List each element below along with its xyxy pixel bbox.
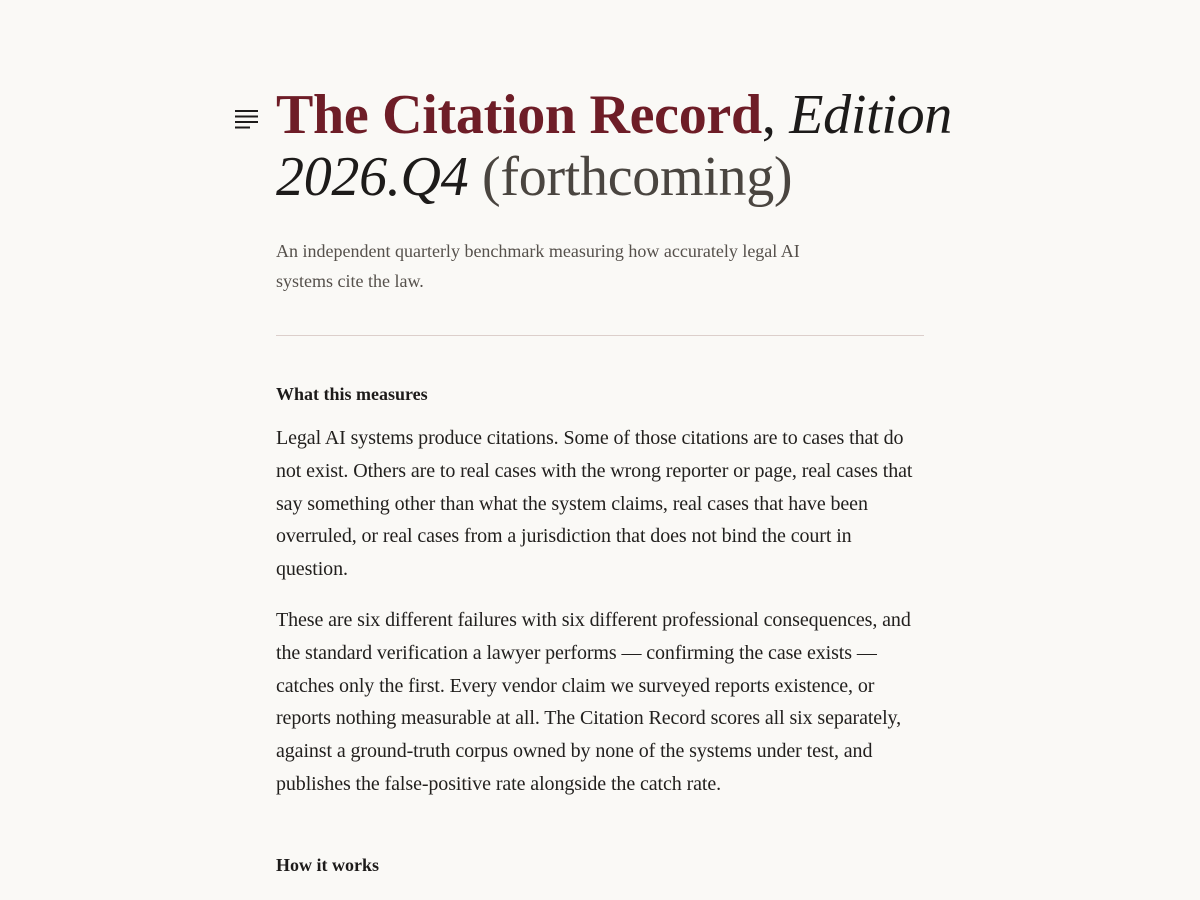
title-status: (forthcoming): [482, 146, 793, 208]
menu-button[interactable]: [234, 108, 260, 132]
page-subtitle: An independent quarterly benchmark measuring how accurately legal AI systems cite the law.: [276, 241, 800, 291]
title-edition-word: Edition: [789, 84, 953, 146]
title-edition-number: 2026.Q4: [276, 146, 469, 208]
paragraph: These are six different failures with six different professional consequences, and the standard verification a lawyer performs — confirming the case exists — catches only the first. Every vendor claim we surveyed reports existence, or reports nothing measurable at all. The Citation Record scores all six separately, against a ground-truth corpus owned by none of the systems under test, and publishes the false-positive rate alongside the catch rate.: [276, 608, 911, 795]
article: [276, 0, 953, 877]
title-brand: The Citation Record: [276, 84, 762, 146]
paragraph: Legal AI systems produce citations. Some of those citations are to cases that do not exist. Others are to real cases with the wrong reporter or page, real cases that say something other than what the system claims, real cases that have been overruled, or real cases from a jurisdiction that does not bind the court in question.: [276, 427, 913, 581]
hamburger-menu-icon: [234, 108, 260, 132]
section-heading-how-it-works: How it works: [276, 854, 379, 875]
page-title: [276, 84, 953, 208]
section-divider: [276, 335, 924, 336]
section-heading-what-this-measures: What this measures: [276, 384, 428, 404]
title-separator: ,: [761, 84, 776, 146]
